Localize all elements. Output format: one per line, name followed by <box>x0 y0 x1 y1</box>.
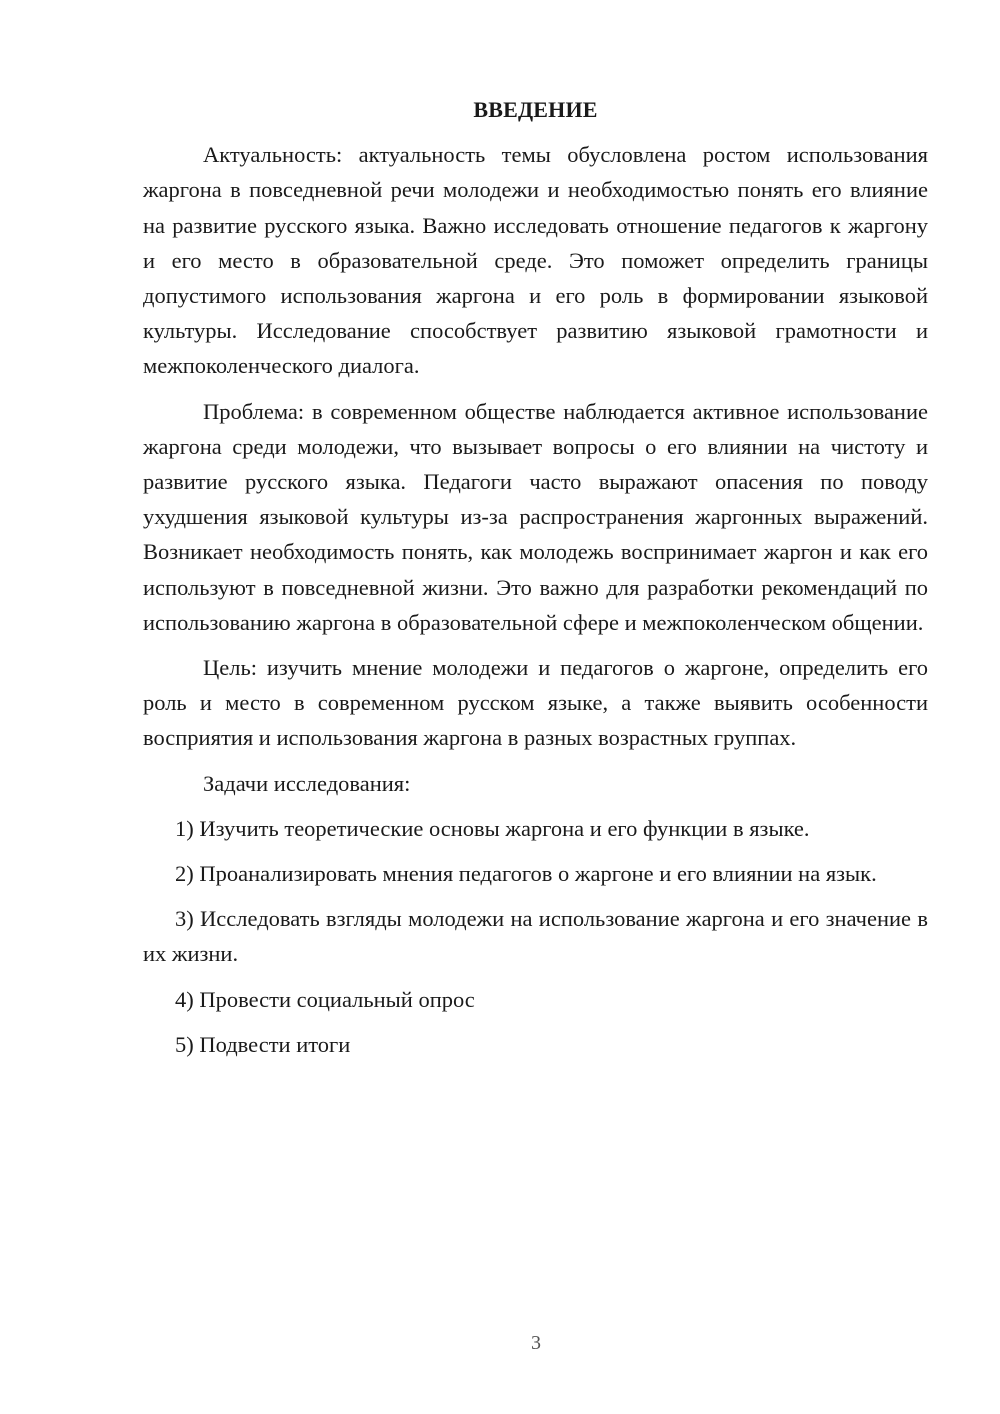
paragraph-relevance: Актуальность: актуальность темы обусловлена ростом использования жаргона в повседневной речи молодежи и необходимостью понять его влияние на развитие русского языка. Важно исследовать отношение педагогов к жаргону и его место в образовательной среде. Это поможет определить границы допустимого использования жаргона и его роль в формировании языковой культуры. Исследование способствует развитию языковой грамотности и межпоколенческого диалога. <box>143 142 928 379</box>
section-title: ВВЕДЕНИЕ <box>473 97 598 122</box>
task-list <box>143 811 928 1062</box>
task-item: 4) Провести социальный опрос <box>175 986 475 1012</box>
paragraph-goal: Цель: изучить мнение молодежи и педагогов о жаргоне, определить его роль и место в современном русском языке, а также выявить особенности восприятия и использования жаргона в разных возрастных группах. <box>143 655 928 751</box>
page-content <box>143 92 928 1072</box>
tasks-heading: Задачи исследования: <box>203 770 411 796</box>
page-number: 3 <box>531 1332 541 1354</box>
task-item: 2) Проанализировать мнения педагогов о жаргоне и его влиянии на язык. <box>175 861 877 887</box>
task-item: 3) Исследовать взгляды молодежи на использование жаргона и его значение в их жизни. <box>143 906 928 967</box>
paragraph-problem: Проблема: в современном обществе наблюдается активное использование жаргона среди молодежи, что вызывает вопросы о его влиянии на чистоту и развитие русского языка. Педагоги часто выражают опасения по поводу ухудшения языковой культуры из-за распространения жаргонных выражений. Возникает необходимость понять, как молодежь воспринимает жаргон и как его используют в повседневной жизни. Это важно для разработки рекомендаций по использованию жаргона в образовательной сфере и межпоколенческом общении. <box>143 398 928 635</box>
task-item: 1) Изучить теоретические основы жаргона и его функции в языке. <box>175 815 810 841</box>
task-item: 5) Подвести итоги <box>175 1031 351 1057</box>
